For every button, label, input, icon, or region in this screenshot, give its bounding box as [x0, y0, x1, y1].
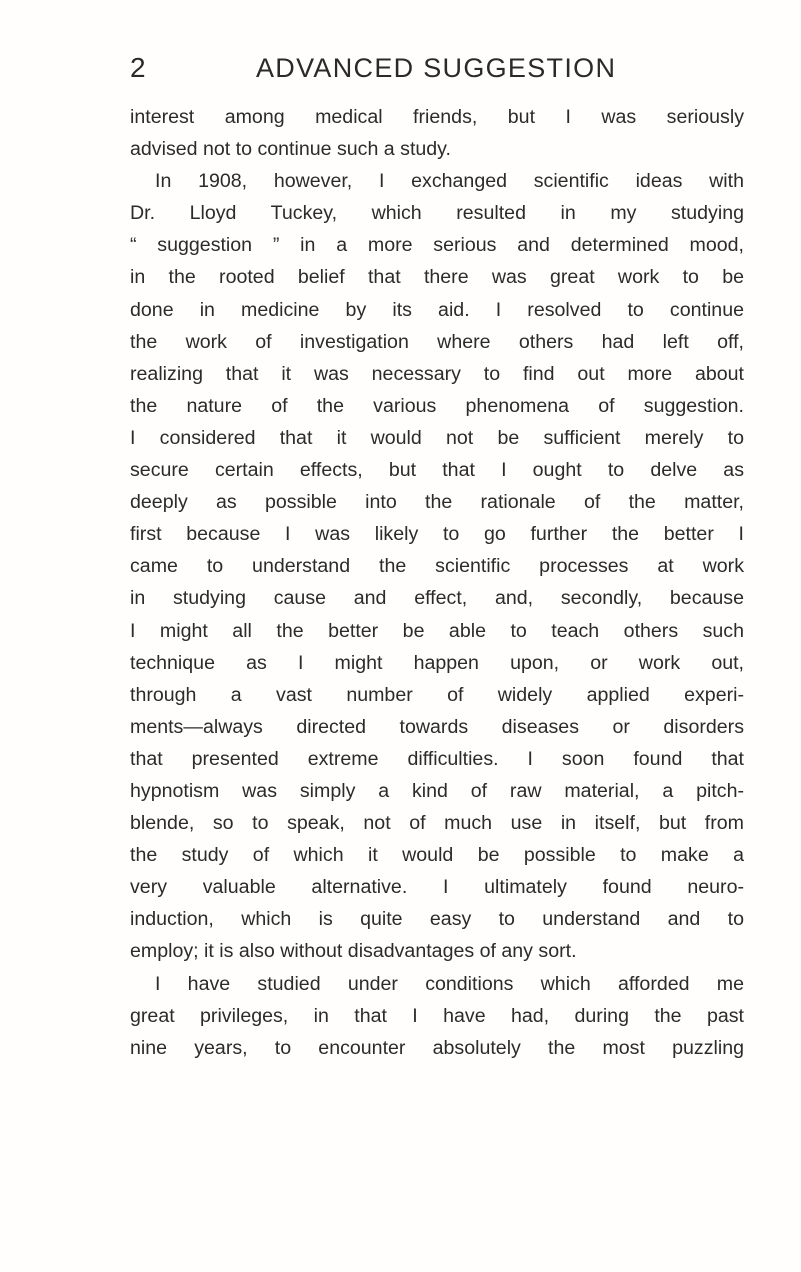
text-line: in studying cause and effect, and, secondly, because: [130, 587, 744, 610]
body-text: [130, 101, 744, 1064]
text-line: very valuable alternative. I ultimately found neuro-: [130, 876, 744, 899]
text-line: employ; it is also without disadvantages of any sort.: [130, 940, 577, 963]
text-line: realizing that it was necessary to find out more about: [130, 362, 744, 385]
text-line: ments—always directed towards diseases or disorders: [130, 715, 744, 738]
text-line: secure certain effects, but that I ought to delve as: [130, 459, 744, 482]
running-title: ADVANCED SUGGESTION: [256, 53, 617, 83]
page-number: 2: [130, 52, 146, 83]
text-line: I have studied under conditions which afforded me: [155, 972, 744, 995]
text-line: advised not to continue such a study.: [130, 138, 451, 161]
text-line: deeply as possible into the rationale of the matter,: [130, 491, 744, 514]
text-line: nine years, to encounter absolutely the most puzzling: [130, 1036, 744, 1059]
text-line: Dr. Lloyd Tuckey, which resulted in my studying: [130, 202, 744, 225]
text-line: I might all the better be able to teach others such: [130, 619, 744, 642]
text-line: I considered that it would not be sufficient merely to: [130, 426, 744, 449]
text-line: hypnotism was simply a kind of raw material, a pitch-: [130, 779, 744, 802]
text-line: “ suggestion ” in a more serious and determined mood,: [130, 234, 744, 257]
text-line: interest among medical friends, but I was seriously: [130, 106, 744, 128]
text-line: In 1908, however, I exchanged scientific ideas with: [155, 170, 744, 193]
running-header: [130, 52, 750, 92]
text-line: technique as I might happen upon, or work out,: [130, 651, 744, 674]
text-line: the work of investigation where others had left off,: [130, 330, 744, 353]
text-line: first because I was likely to go further the better I: [130, 523, 744, 546]
text-line: in the rooted belief that there was great work to be: [130, 266, 744, 289]
text-line: came to understand the scientific processes at work: [130, 555, 744, 578]
text-line: done in medicine by its aid. I resolved to continue: [130, 298, 744, 321]
text-line: induction, which is quite easy to understand and to: [130, 908, 744, 931]
text-line: that presented extreme difficulties. I soon found that: [130, 747, 744, 770]
text-line: great privileges, in that I have had, during the past: [130, 1004, 744, 1027]
text-line: blende, so to speak, not of much use in itself, but from: [130, 812, 744, 835]
text-line: the nature of the various phenomena of suggestion.: [130, 394, 744, 417]
text-line: the study of which it would be possible to make a: [130, 844, 744, 867]
text-line: through a vast number of widely applied experi-: [130, 683, 744, 706]
